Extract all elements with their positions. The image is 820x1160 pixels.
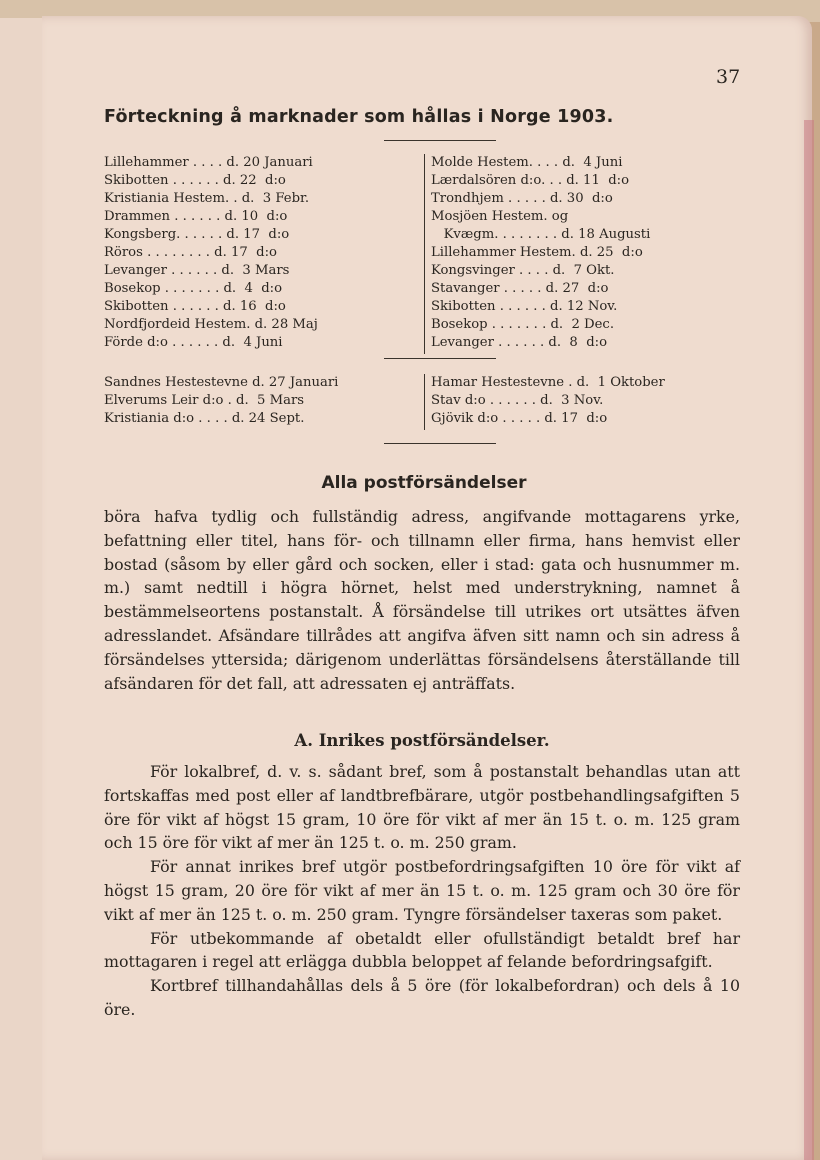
section-rule [384, 443, 496, 444]
market-entry: Sandnes Hestestevne d. 27 Januari [104, 375, 339, 390]
market-entry: Skibotten . . . . . . d. 12 Nov. [431, 299, 618, 314]
section-title: Alla postförsändelser [321, 473, 527, 493]
market-entry: Röros . . . . . . . . d. 17 d:o [104, 245, 277, 260]
market-entry: Gjövik d:o . . . . . d. 17 d:o [431, 411, 608, 426]
market-entry: Bosekop . . . . . . . d. 2 Dec. [431, 317, 615, 332]
left-page-edge [0, 18, 44, 1160]
paragraph-address: böra hafva tydlig och fullständig adress, angifvande mottagarens yrke, befattning eller titel, hans för- och tillnamn eller firma, hans hemvist eller bostad (såsom by eller gård och socken, eller i stad: gata och husnummer m. m.) samt nedtill i högra hörnet, helst med understrykning, namnet å bestämmelseortens postanstalt. Å försändelse till utrikes ort utsättes äfven adresslandet. Afsändare tillrådes att angifva äfven sitt namn och sin adress å försändelses yttersida; därigenom underlättas försändelsens återställande till afsändaren för det fall, att adressaten ej anträffats. [104, 507, 740, 693]
market-entry: Lærdalsören d:o. . . d. 11 d:o [431, 173, 630, 188]
market-entry: Nordfjordeid Hestem. d. 28 Maj [104, 317, 318, 332]
page-number: 37 [716, 66, 741, 88]
market-entry: Stavanger . . . . . d. 27 d:o [431, 281, 609, 296]
markets-right-column [431, 154, 650, 352]
market-entry: Skibotten . . . . . . d. 22 d:o [104, 173, 286, 188]
markets2-right-column [431, 374, 665, 428]
paragraph-inrikes-bref: För annat inrikes bref utgör postbefordringsafgiften 10 öre för vikt af högst 15 gram, 20 öre för vikt af mer än 15 t. o. m. 125 gram och 30 öre för vikt af mer än 125 t. o. m. 250 gram. Tyngre försändelser taxeras som paket. [104, 857, 740, 924]
market-entry: Drammen . . . . . . d. 10 d:o [104, 209, 288, 224]
body-text-2 [104, 760, 740, 1022]
table-rule [384, 358, 496, 359]
market-entry: Förde d:o . . . . . . d. 4 Juni [104, 335, 283, 350]
market-entry: Skibotten . . . . . . d. 16 d:o [104, 299, 286, 314]
market-entry: Levanger . . . . . . d. 3 Mars [104, 263, 290, 278]
paragraph-kortbref: Kortbref tillhandahållas dels å 5 öre (för lokalbefordran) och dels å 10 öre. [104, 976, 740, 1019]
market-entry: Kristiania Hestem. . d. 3 Febr. [104, 191, 310, 206]
page-edge-tint [804, 120, 814, 1160]
markets-left-column [104, 154, 318, 352]
market-entry: Lillehammer Hestem. d. 25 d:o [431, 245, 643, 260]
markets2-left-column [104, 374, 338, 428]
section-a-title: A. Inrikes postförsändelser. [294, 731, 550, 750]
market-entry: Stav d:o . . . . . . d. 3 Nov. [431, 393, 604, 408]
paragraph-obetaldt: För utbekommande af obetaldt eller ofullständigt betaldt bref har mottagaren i regel att erlägga dubbla beloppet af felande befordringsafgift. [104, 928, 740, 972]
market-entry: Kongsvinger . . . . d. 7 Okt. [431, 263, 615, 278]
heading-rule [384, 140, 496, 141]
market-entry: Elverums Leir d:o . d. 5 Mars [104, 393, 305, 408]
market-entry: Kvægm. . . . . . . . d. 18 Augusti [431, 227, 651, 242]
body-text [104, 505, 740, 695]
market-entry: Molde Hestem. . . . d. 4 Juni [431, 155, 623, 170]
market-entry: Mosjöen Hestem. og [431, 209, 569, 224]
page-heading: Förteckning å marknader som hållas i Norge 1903. [104, 107, 614, 127]
column-divider-2 [424, 374, 425, 430]
paragraph-lokalbref: För lokalbref, d. v. s. sådant bref, som å postanstalt behandlas utan att fortskaffas med post eller af landtbrefbärare, utgör postbehandlingsafgiften 5 öre för vikt af högst 15 gram, 10 öre för vikt af mer än 15 t. o. m. 125 gram och 15 öre för vikt af mer än 125 t. o. m. 250 gram. [104, 762, 740, 853]
market-entry: Hamar Hestestevne . d. 1 Oktober [431, 375, 665, 390]
market-entry: Lillehammer . . . . d. 20 Januari [104, 155, 313, 170]
market-entry: Bosekop . . . . . . . d. 4 d:o [104, 281, 283, 296]
column-divider [424, 154, 425, 354]
market-entry: Trondhjem . . . . . d. 30 d:o [431, 191, 613, 206]
market-entry: Kristiania d:o . . . . d. 24 Sept. [104, 411, 305, 426]
market-entry: Kongsberg. . . . . . d. 17 d:o [104, 227, 290, 242]
market-entry: Levanger . . . . . . d. 8 d:o [431, 335, 608, 350]
